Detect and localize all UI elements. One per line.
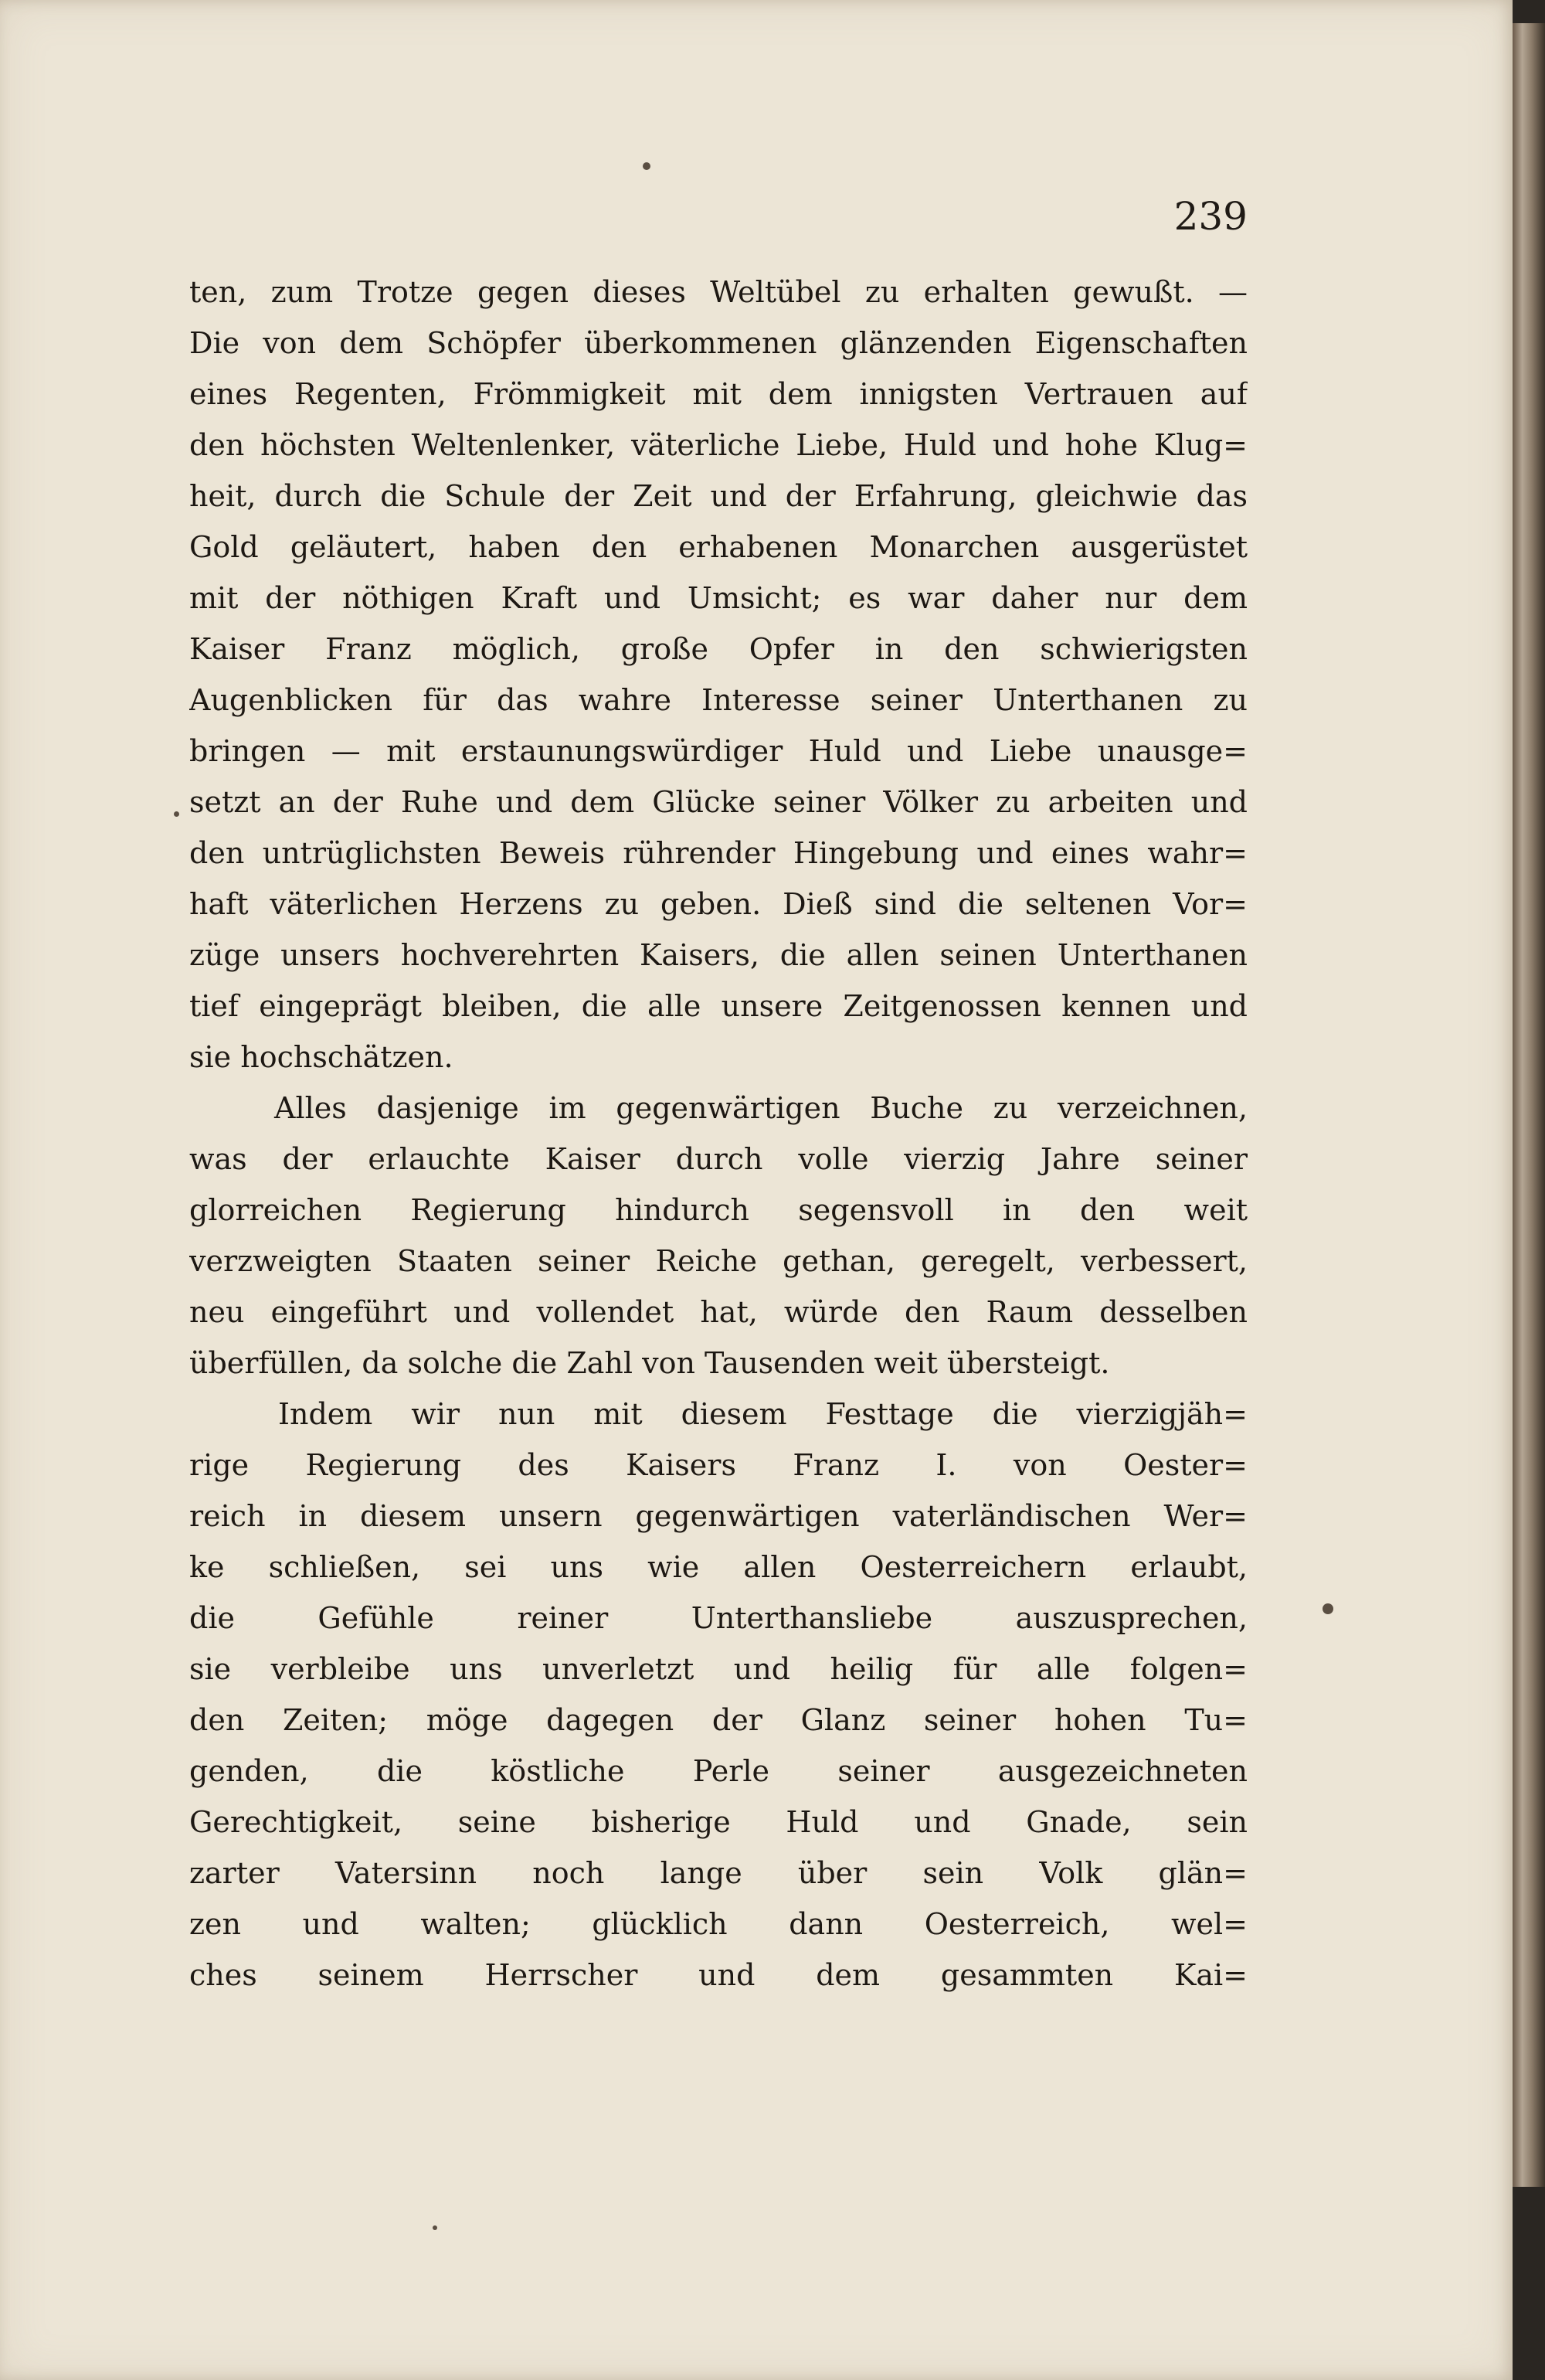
paper-speck — [174, 811, 179, 817]
text-line: eines Regenten, Frömmigkeit mit dem innigsten Vertrauen auf — [189, 377, 1248, 411]
text-line: rige Regierung des Kaisers Franz I. von Oester= — [189, 1448, 1248, 1482]
book-page-edge — [1513, 23, 1545, 2187]
text-line: Gold geläutert, haben den erhabenen Monarchen ausgerüstet — [189, 530, 1248, 564]
text-line: setzt an der Ruhe und dem Glücke seiner Völker zu arbeiten und — [189, 785, 1248, 819]
text-line: ten, zum Trotze gegen dieses Weltübel zu erhalten gewußt. — — [189, 275, 1248, 309]
text-line: zarter Vatersinn noch lange über sein Volk glän= — [189, 1856, 1248, 1890]
text-line: den höchsten Weltenlenker, väterliche Liebe, Huld und hohe Klug= — [189, 428, 1248, 462]
text-line: reich in diesem unsern gegenwärtigen vaterländischen Wer= — [189, 1499, 1248, 1533]
text-line: sie verbleibe uns unverletzt und heilig für alle folgen= — [189, 1652, 1248, 1686]
text-line: Augenblicken für das wahre Interesse seiner Unterthanen zu — [189, 683, 1248, 717]
text-line: Gerechtigkeit, seine bisherige Huld und Gnade, sein — [189, 1805, 1248, 1839]
text-line: Alles dasjenige im gegenwärtigen Buche zu verzeichnen, — [274, 1091, 1248, 1125]
text-line: was der erlauchte Kaiser durch volle vierzig Jahre seiner — [189, 1142, 1248, 1176]
text-line: heit, durch die Schule der Zeit und der Erfahrung, gleichwie das — [189, 479, 1248, 513]
text-line: ke schließen, sei uns wie allen Oesterreichern erlaubt, — [189, 1550, 1248, 1584]
paper-speck — [643, 162, 650, 170]
paper-speck — [1323, 1603, 1333, 1614]
text-line: Die von dem Schöpfer überkommenen glänzenden Eigenschaften — [189, 326, 1248, 360]
text-line: glorreichen Regierung hindurch segensvoll in den weit — [189, 1193, 1248, 1227]
text-line: den Zeiten; möge dagegen der Glanz seiner hohen Tu= — [189, 1703, 1248, 1737]
text-line: zen und walten; glücklich dann Oesterreich, wel= — [189, 1907, 1248, 1941]
text-line: neu eingeführt und vollendet hat, würde den Raum desselben — [189, 1295, 1248, 1329]
text-line: Indem wir nun mit diesem Festtage die vierzigjäh= — [278, 1397, 1248, 1431]
text-line: verzweigten Staaten seiner Reiche gethan, geregelt, verbessert, — [189, 1244, 1248, 1278]
text-line: züge unsers hochverehrten Kaisers, die allen seinen Unterthanen — [189, 938, 1248, 972]
text-line: mit der nöthigen Kraft und Umsicht; es war daher nur dem — [189, 581, 1248, 615]
page-number: 239 — [1173, 194, 1248, 239]
body-text — [189, 267, 1248, 2059]
text-line: die Gefühle reiner Unterthansliebe auszusprechen, — [189, 1601, 1248, 1635]
text-line: überfüllen, da solche die Zahl von Tausenden weit übersteigt. — [189, 1346, 1110, 1380]
text-line: ches seinem Herrscher und dem gesammten Kai= — [189, 1958, 1248, 1992]
text-line: genden, die köstliche Perle seiner ausgezeichneten — [189, 1754, 1248, 1788]
text-line: haft väterlichen Herzens zu geben. Dieß sind die seltenen Vor= — [189, 887, 1248, 921]
text-line: den untrüglichsten Beweis rührender Hingebung und eines wahr= — [189, 836, 1248, 870]
paper-speck — [433, 2225, 437, 2230]
text-line: tief eingeprägt bleiben, die alle unsere Zeitgenossen kennen und — [189, 989, 1248, 1023]
text-line: sie hochschätzen. — [189, 1040, 453, 1074]
text-line: Kaiser Franz möglich, große Opfer in den schwierigsten — [189, 632, 1248, 666]
text-line: bringen — mit erstaunungswürdiger Huld und Liebe unausge= — [189, 734, 1248, 768]
